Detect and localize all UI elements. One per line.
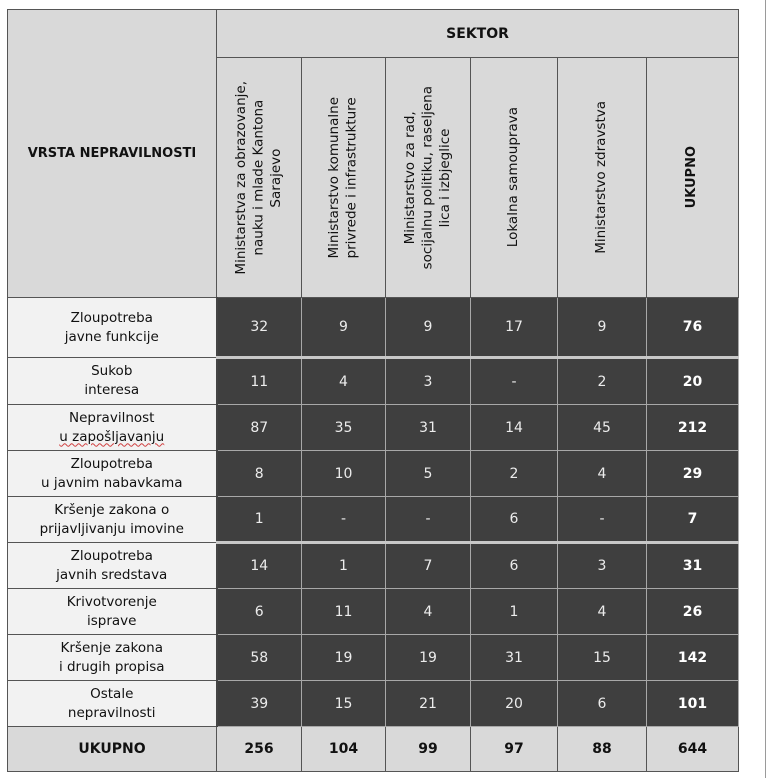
total-value: 88	[558, 727, 647, 772]
row-label-line: nepravilnosti	[67, 704, 156, 721]
row-header-cell	[8, 10, 217, 298]
column-header-label	[233, 81, 286, 275]
cell-value: 4	[302, 358, 386, 405]
group-header-cell	[217, 10, 739, 58]
cell-value: 3	[386, 358, 471, 405]
total-row	[8, 727, 739, 772]
cell-value: -	[302, 497, 386, 543]
cell-value: -	[558, 497, 647, 543]
cell-value: 32	[217, 298, 302, 358]
column-header-line: lica i izbjeglice	[436, 128, 453, 227]
page-edge-line	[765, 0, 766, 778]
row-label-line: Sukob	[91, 363, 133, 380]
row-total-value: 20	[647, 358, 739, 405]
column-header-line: nauku i mlade Kantona	[250, 99, 267, 256]
row-label	[8, 298, 217, 358]
row-total-value: 76	[647, 298, 739, 358]
row-label	[8, 358, 217, 405]
column-header-cell	[217, 58, 302, 298]
cell-value: 45	[558, 405, 647, 451]
cell-value: 4	[558, 589, 647, 635]
cell-value: 20	[471, 681, 558, 727]
row-total-value: 101	[647, 681, 739, 727]
cell-value: 19	[302, 635, 386, 681]
column-header-label	[505, 107, 523, 247]
cell-value: 4	[386, 589, 471, 635]
group-header-label: SEKTOR	[446, 25, 509, 42]
cell-value: 7	[386, 543, 471, 589]
row-label	[8, 497, 217, 543]
row-label-line: Kršenje zakona	[60, 639, 163, 656]
column-header-line: Ministarstvo komunalne	[325, 96, 342, 259]
cell-value: 19	[386, 635, 471, 681]
row-label	[8, 543, 217, 589]
table-row	[8, 451, 739, 497]
column-header-cell	[647, 58, 739, 298]
cell-value: 35	[302, 405, 386, 451]
cell-value: 8	[217, 451, 302, 497]
cell-value: 5	[386, 451, 471, 497]
cell-value: 4	[558, 451, 647, 497]
row-label-line: javnih sredstava	[56, 566, 168, 583]
cell-value: 14	[217, 543, 302, 589]
column-header-line: privrede i infrastrukture	[343, 96, 360, 259]
row-label-line: Zloupotreba	[70, 547, 153, 564]
table-row	[8, 635, 739, 681]
table-row	[8, 543, 739, 589]
cell-value: 2	[558, 358, 647, 405]
row-label-line: Zloupotreba	[70, 309, 153, 326]
row-label-line: Kršenje zakona o	[54, 501, 170, 518]
row-total-value: 26	[647, 589, 739, 635]
row-label	[8, 451, 217, 497]
row-label	[8, 405, 217, 451]
cell-value: 9	[302, 298, 386, 358]
row-label-line: interesa	[84, 382, 140, 398]
column-header-label	[684, 146, 701, 208]
cell-value: 11	[302, 589, 386, 635]
column-header-cell	[471, 58, 558, 298]
cell-value: 31	[386, 405, 471, 451]
cell-value: 31	[471, 635, 558, 681]
row-total-value: 7	[647, 497, 739, 543]
cell-value: 9	[558, 298, 647, 358]
row-label	[8, 635, 217, 681]
table-row	[8, 298, 739, 358]
row-label-line: Ostale	[90, 685, 134, 702]
cell-value: 87	[217, 405, 302, 451]
cell-value: 11	[217, 358, 302, 405]
cell-value: 1	[217, 497, 302, 543]
column-header-line: Ministarstva za obrazovanje,	[232, 80, 249, 275]
row-total-value: 142	[647, 635, 739, 681]
table-row	[8, 358, 739, 405]
cell-value: 1	[302, 543, 386, 589]
column-header-cell	[386, 58, 471, 298]
cell-value: 6	[558, 681, 647, 727]
cell-value: 21	[386, 681, 471, 727]
cell-value: -	[386, 497, 471, 543]
cell-value: 58	[217, 635, 302, 681]
cell-value: -	[471, 358, 558, 405]
cell-value: 39	[217, 681, 302, 727]
row-label-line: isprave	[87, 612, 137, 629]
row-total-value: 31	[647, 543, 739, 589]
irregularities-table	[7, 9, 739, 772]
cell-value: 15	[302, 681, 386, 727]
total-value: 97	[471, 727, 558, 772]
cell-value: 14	[471, 405, 558, 451]
row-header-label: VRSTA NEPRAVILNOSTI	[27, 146, 197, 161]
column-header-cell	[558, 58, 647, 298]
row-label-line: prijavljivanju imovine	[39, 520, 184, 537]
cell-value: 17	[471, 298, 558, 358]
row-total-value: 212	[647, 405, 739, 451]
cell-value: 6	[471, 497, 558, 543]
total-value: 104	[302, 727, 386, 772]
row-label-line: javne funkcije	[64, 328, 159, 345]
total-row-label: UKUPNO	[8, 727, 217, 772]
row-total-value: 29	[647, 451, 739, 497]
cell-value: 6	[217, 589, 302, 635]
cell-value: 10	[302, 451, 386, 497]
row-label-line-spellcheck: u zapošljavanju	[59, 428, 165, 445]
row-label-line: Zloupotreba	[70, 455, 153, 472]
table-row	[8, 497, 739, 543]
row-label-line: Nepravilnost	[69, 409, 155, 426]
column-header-line: Ministarstvo za rad,	[401, 110, 418, 245]
cell-value: 15	[558, 635, 647, 681]
column-header-line: Sarajevo	[267, 148, 284, 207]
column-header-cell	[302, 58, 386, 298]
cell-value: 1	[471, 589, 558, 635]
row-label	[8, 589, 217, 635]
table-row	[8, 405, 739, 451]
cell-value: 9	[386, 298, 471, 358]
column-header-line: UKUPNO	[684, 146, 700, 209]
table-row	[8, 681, 739, 727]
column-header-label	[326, 97, 361, 258]
cell-value: 6	[471, 543, 558, 589]
total-value: 99	[386, 727, 471, 772]
row-label-line: u javnim nabavkama	[40, 474, 183, 491]
column-header-line: Lokalna samouprava	[505, 107, 522, 248]
column-header-label	[593, 101, 611, 254]
total-value: 256	[217, 727, 302, 772]
column-header-line: socijalnu politiku, raseljena	[419, 85, 436, 270]
table-row	[8, 589, 739, 635]
row-label-line: Krivotvorenje	[66, 593, 157, 610]
grand-total-value: 644	[647, 727, 739, 772]
column-header-line: Ministarstvo zdravstva	[593, 101, 610, 254]
row-label	[8, 681, 217, 727]
cell-value: 3	[558, 543, 647, 589]
column-header-label	[402, 86, 455, 269]
cell-value: 2	[471, 451, 558, 497]
row-label-line: i drugih propisa	[58, 658, 165, 675]
